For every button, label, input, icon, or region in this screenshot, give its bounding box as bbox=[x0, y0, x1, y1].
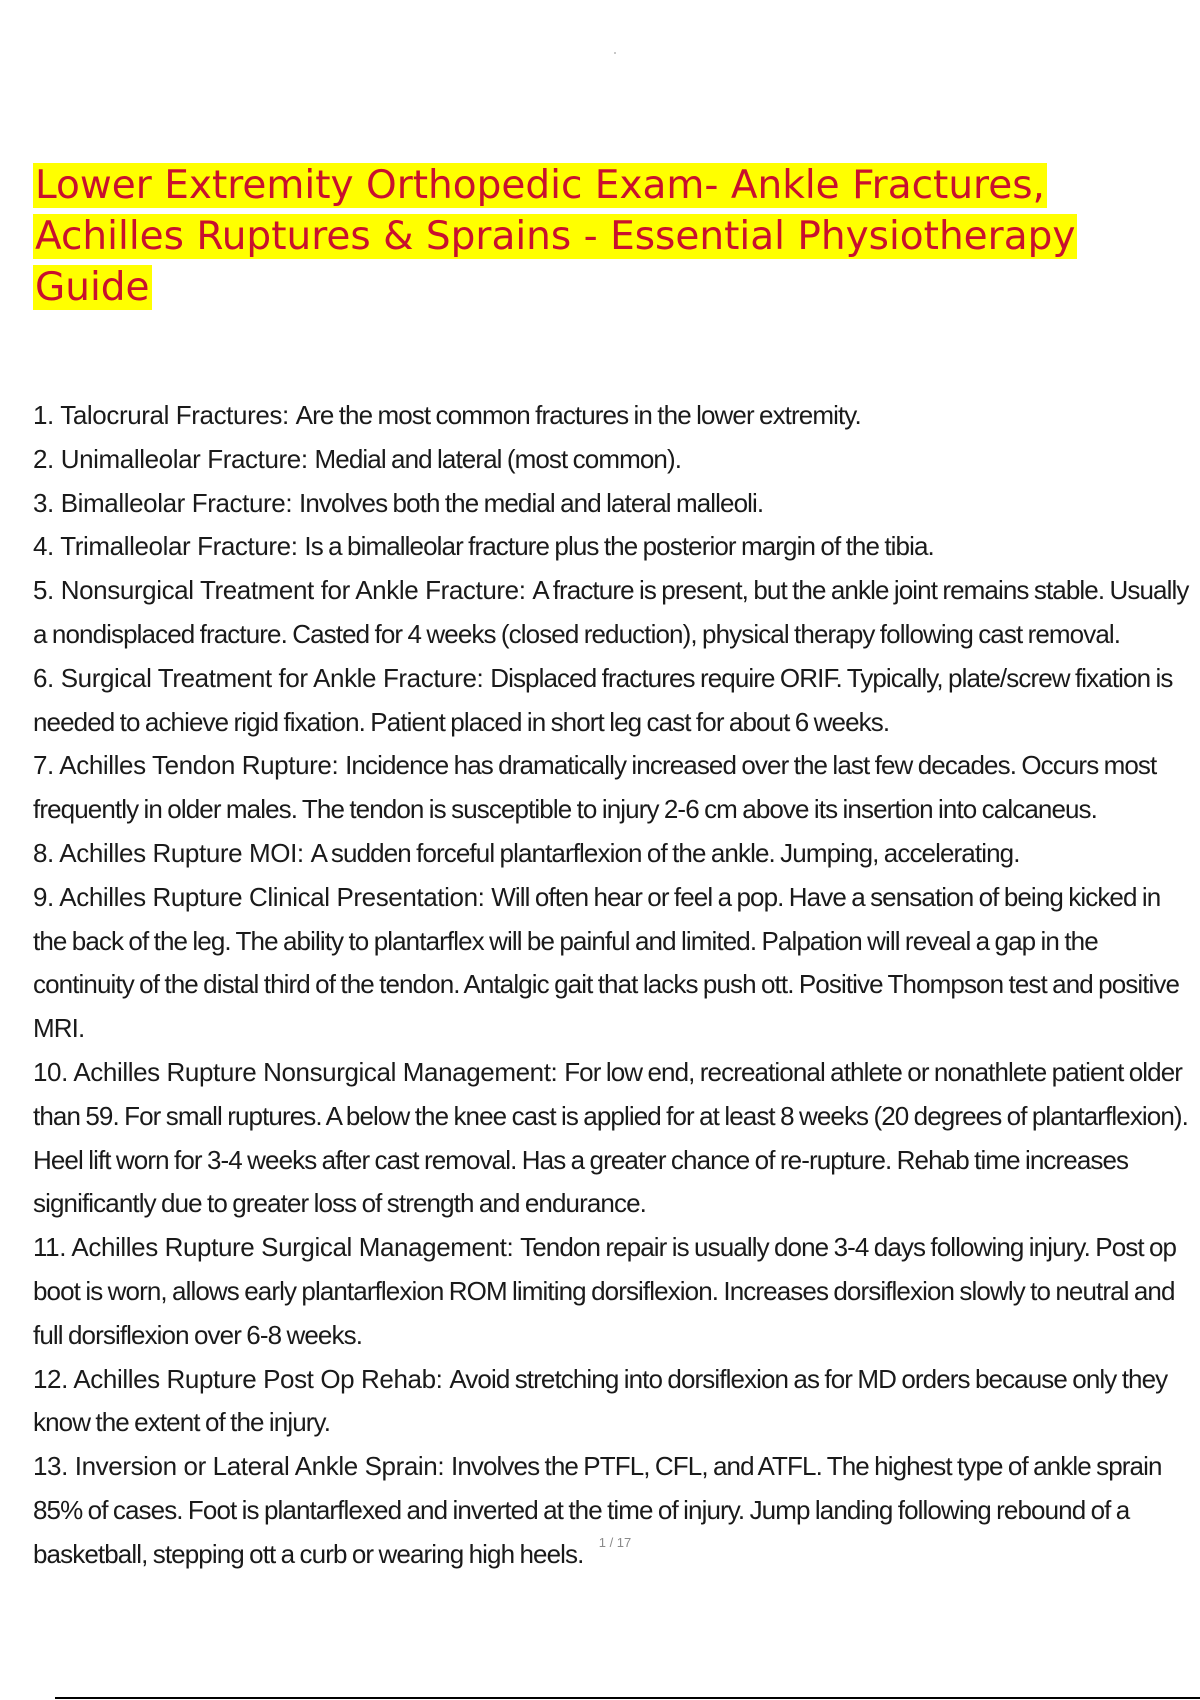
item-term: Achilles Rupture Nonsurgical Management: bbox=[73, 1056, 558, 1087]
item-term: Achilles Rupture Post Op Rehab: bbox=[73, 1363, 443, 1394]
item-number: 4. bbox=[33, 531, 54, 562]
item-term: Surgical Treatment for Ankle Fracture: bbox=[60, 662, 484, 693]
item-number: 12. bbox=[33, 1363, 68, 1394]
item-term: Bimalleolar Fracture: bbox=[60, 487, 293, 518]
list-item bbox=[33, 438, 1193, 482]
title-line-1: Lower Extremity Orthopedic Exam- Ankle Fractures, bbox=[35, 163, 1045, 208]
list-item bbox=[33, 744, 1193, 832]
item-description: A fracture is present, but the ankle joint remains stable. Usually a nondisplaced fracture. Casted for 4 weeks (closed reduction), physical therapy following cast removal. bbox=[33, 575, 1189, 649]
item-number: 5. bbox=[33, 575, 54, 606]
item-description: Is a bimalleolar fracture plus the posterior margin of the tibia. bbox=[304, 531, 934, 562]
item-term: Trimalleolar Fracture: bbox=[60, 531, 298, 562]
document-title bbox=[33, 160, 1153, 313]
item-term: Achilles Rupture Clinical Presentation: bbox=[59, 881, 485, 912]
item-number: 8. bbox=[33, 837, 54, 868]
item-term: Inversion or Lateral Ankle Sprain: bbox=[74, 1451, 445, 1482]
item-description: Tendon repair is usually done 3-4 days following injury. Post op boot is worn, allows early plantarflexion ROM limiting dorsiflexion. Increases dorsiflexion slowly to neutral and full dorsiflexion over 6-8 weeks. bbox=[33, 1232, 1177, 1350]
list-item bbox=[33, 569, 1193, 657]
numbered-list bbox=[33, 394, 1193, 1577]
list-item bbox=[33, 525, 1193, 569]
item-term: Unimalleolar Fracture: bbox=[60, 443, 308, 474]
item-description: Involves the PTFL, CFL, and ATFL. The highest type of ankle sprain 85% of cases. Foot is plantarflexed and inverted at the time of injury. Jump landing following rebound of a basketball, stepping ott a curb or wearing high heels. bbox=[33, 1451, 1162, 1569]
title-line-3: Guide bbox=[35, 265, 150, 310]
list-item bbox=[33, 657, 1193, 745]
item-number: 11. bbox=[33, 1232, 67, 1263]
item-term: Achilles Rupture MOI: bbox=[59, 837, 304, 868]
list-item bbox=[33, 1445, 1193, 1576]
list-item bbox=[33, 876, 1193, 1051]
item-description: Will often hear or feel a pop. Have a sensation of being kicked in the back of the leg. The ability to plantarflex will be painful and limited. Palpation will reveal a gap in the continuity of the distal third of the tendon. Antalgic gait that lacks push ott. Positive Thompson test and positive MRI. bbox=[33, 881, 1180, 1044]
item-number: 7. bbox=[33, 750, 54, 781]
page-number: 1 / 17 bbox=[598, 1535, 632, 1550]
item-number: 2. bbox=[33, 443, 54, 474]
item-description: Displaced fractures require ORIF. Typically, plate/screw fixation is needed to achieve rigid fixation. Patient placed in short leg cast for about 6 weeks. bbox=[33, 662, 1173, 737]
item-term: Nonsurgical Treatment for Ankle Fracture: bbox=[60, 575, 526, 606]
item-term: Achilles Tendon Rupture: bbox=[59, 750, 339, 781]
list-item bbox=[33, 1226, 1193, 1357]
item-number: 1. bbox=[33, 400, 54, 430]
title-line-2: Achilles Ruptures & Sprains - Essential Physiotherapy bbox=[35, 214, 1076, 259]
item-description: Incidence has dramatically increased over the last few decades. Occurs most frequently in older males. The tendon is susceptible to injury 2-6 cm above its insertion into calcaneus. bbox=[33, 750, 1157, 825]
item-description: For low end, recreational athlete or nonathlete patient older than 59. For small ruptures. A below the knee cast is applied for at least 8 weeks (20 degrees of plantarflexion). Heel lift worn for 3-4 weeks after cast removal. Has a greater chance of re-rupture. Rehab time increases significantly due to greater loss of strength and endurance. bbox=[33, 1056, 1188, 1219]
item-description: Are the most common fractures in the lower extremity. bbox=[295, 400, 861, 430]
page-divider bbox=[55, 1697, 1200, 1699]
list-item bbox=[33, 832, 1193, 876]
item-number: 13. bbox=[33, 1451, 68, 1482]
list-item bbox=[33, 482, 1193, 526]
item-term: Talocrural Fractures: bbox=[60, 400, 289, 430]
item-number: 9. bbox=[33, 881, 54, 912]
list-item bbox=[33, 394, 1193, 438]
list-item bbox=[33, 1358, 1193, 1446]
list-item bbox=[33, 1051, 1193, 1226]
page-top-mark bbox=[614, 52, 616, 54]
item-number: 6. bbox=[33, 662, 54, 693]
item-description: Medial and lateral (most common). bbox=[314, 443, 682, 474]
item-description: A sudden forceful plantarflexion of the ankle. Jumping, accelerating. bbox=[310, 837, 1020, 868]
item-description: Avoid stretching into dorsiflexion as for MD orders because only they know the extent of the injury. bbox=[33, 1363, 1168, 1438]
item-term: Achilles Rupture Surgical Management: bbox=[71, 1232, 514, 1263]
item-description: Involves both the medial and lateral malleoli. bbox=[299, 487, 764, 518]
item-number: 3. bbox=[33, 487, 54, 518]
item-number: 10. bbox=[33, 1056, 68, 1087]
